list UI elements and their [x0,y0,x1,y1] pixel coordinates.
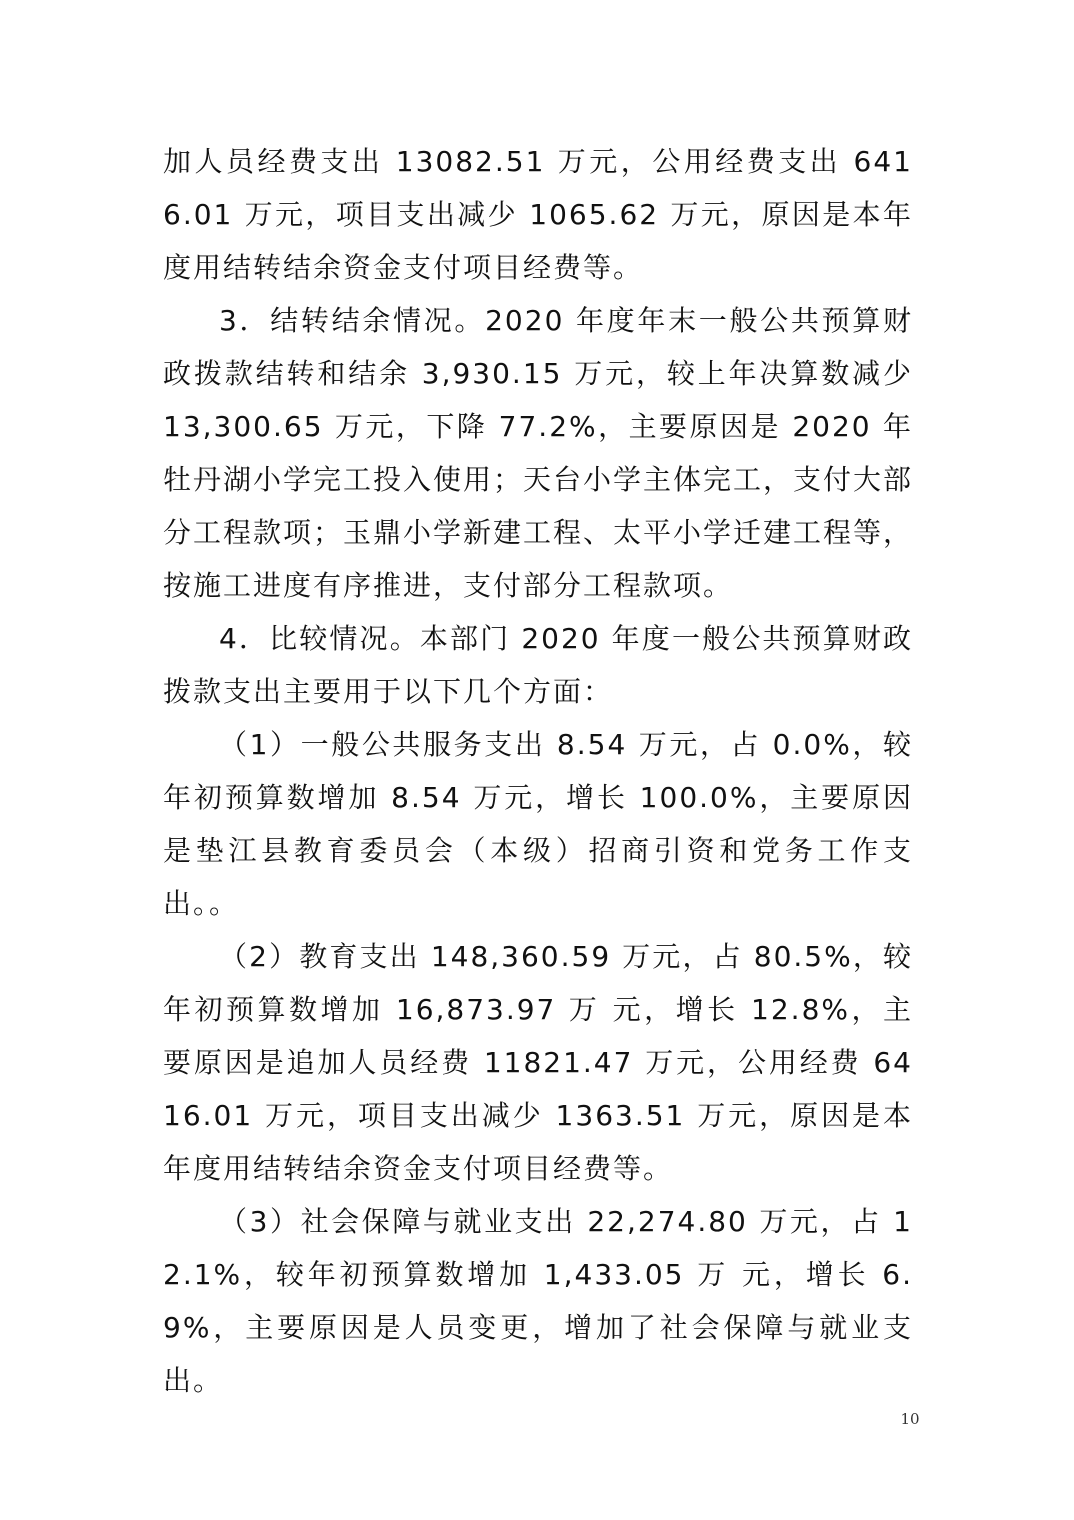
paragraph-carryover-balance: 3．结转结余情况。2020 年度年末一般公共预算财政拨款结转和结余 3,930.15 万元，较上年决算数减少 13,300.65 万元，下降 77.2%，主要原因是 2020 年牡丹湖小学完工投入使用；天台小学主体完工，支付大部分工程款项；玉鼎小学新建工程、太平小学迁建工程等，按施工进度有序推进，支付部分工程款项。 [163,304,914,602]
document-body [163,135,913,1407]
paragraph-continuation: 加人员经费支出 13082.51 万元，公用经费支出 6416.01 万元，项目支出减少 1065.62 万元，原因是本年度用结转结余资金支付项目经费等。 [163,145,913,284]
paragraph-general-public-services: （1）一般公共服务支出 8.54 万元，占 0.0%，较年初预算数增加 8.54 万元，增长 100.0%，主要原因是垫江县教育委员会（本级）招商引资和党务工作支出。。 [163,728,913,920]
page-number: 10 [900,1410,920,1428]
paragraph-social-security-expenditure: （3）社会保障与就业支出 22,274.80 万元，占 12.1%，较年初预算数增加 1,433.05 万 元，增长 6.9%，主要原因是人员变更，增加了社会保障与就业支出。 [163,1205,913,1397]
paragraph-education-expenditure: （2）教育支出 148,360.59 万元，占 80.5%，较年初预算数增加 16,873.97 万 元，增长 12.8%，主要原因是追加人员经费 11821.47 万元，公用经费 6416.01 万元，项目支出减少 1363.51 万元，原因是本年度用结转结余资金支付项目经费等。 [163,940,913,1185]
paragraph-comparison: 4．比较情况。本部门 2020 年度一般公共预算财政拨款支出主要用于以下几个方面： [163,622,913,708]
